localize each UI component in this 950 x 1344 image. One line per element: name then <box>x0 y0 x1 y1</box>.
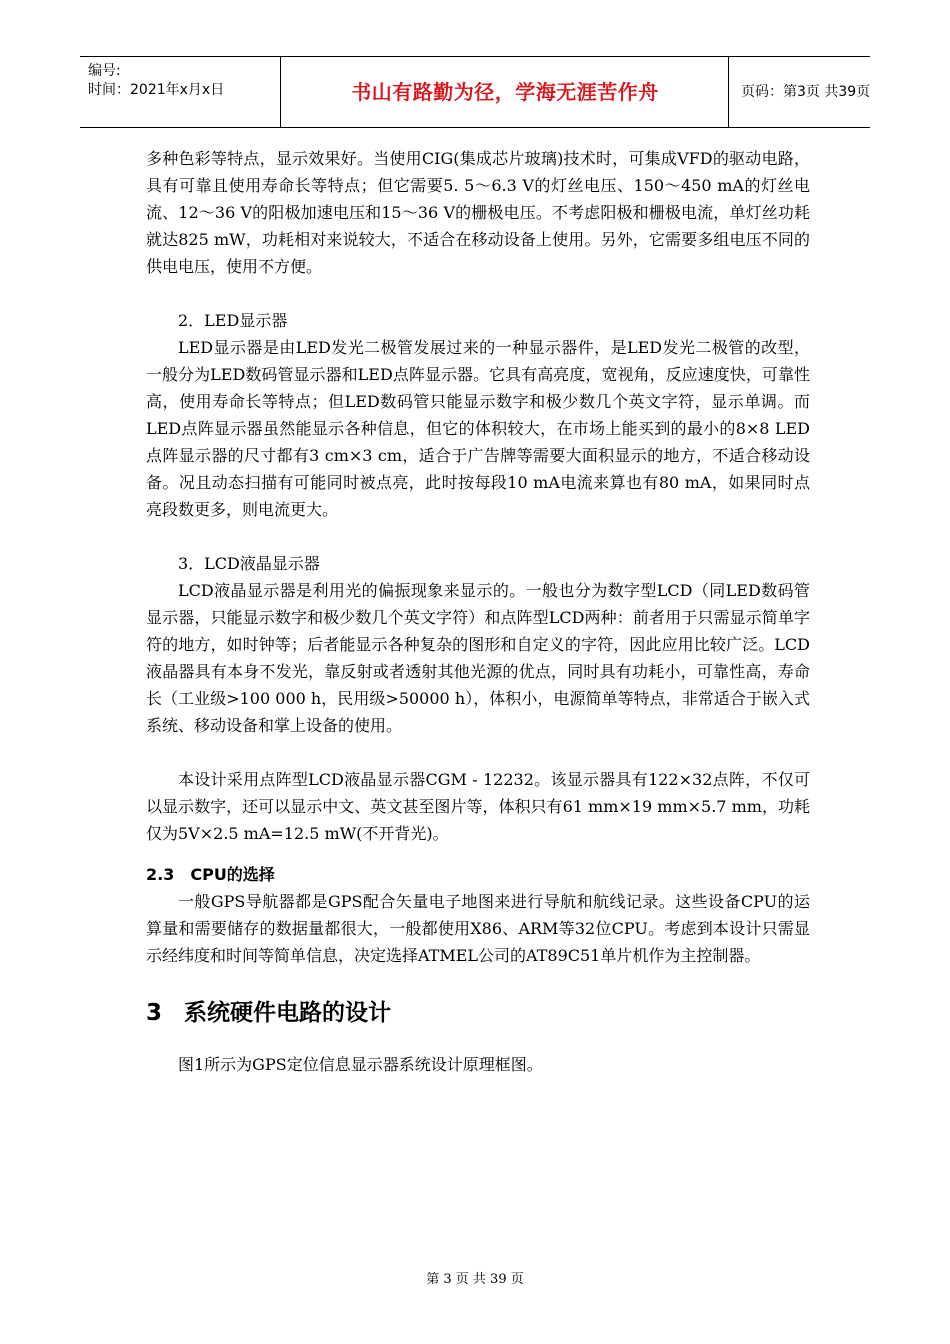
document-body <box>146 145 810 1078</box>
led-heading: 2．LED显示器 <box>178 311 288 330</box>
design-paragraph: 本设计采用点阵型LCD液晶显示器CGM - 12232。该显示器具有122×32点阵，不仅可以显示数字，还可以显示中文、英文甚至图片等，体积只有61 mm×19 mm×5.7 mm，功耗仅为5V×2.5 mA=12.5 mW(不开背光)。 <box>146 770 810 843</box>
led-paragraph: LED显示器是由LED发光二极管发展过来的一种显示器件，是LED发光二极管的改型，一般分为LED数码管显示器和LED点阵显示器。它具有高亮度，宽视角，反应速度快，可靠性高，使用寿命长等特点；但LED数码管只能显示数字和极少数几个英文字符，显示单调。而LED点阵显示器虽然能显示各种信息，但它的体积较大，在市场上能买到的最小的8×8 LED点阵显示器的尺寸都有3 cm×3 cm，适合于广告牌等需要大面积显示的地方，不适合移动设备。况且动态扫描有可能同时被点亮，此时按每段10 mA电流来算也有80 mA，如果同时点亮段数更多，则电流更大。 <box>146 338 810 519</box>
header-page-cell <box>728 57 871 127</box>
header-page-info: 页码：第3页 共39页 <box>741 84 871 100</box>
header-motto: 书山有路勤为径，学海无涯苦作舟 <box>351 80 659 104</box>
page-header <box>80 56 870 128</box>
figure-intro-paragraph: 图1所示为GPS定位信息显示器系统设计原理框图。 <box>178 1055 543 1074</box>
spacer <box>146 523 810 550</box>
header-meta-cell <box>80 57 280 127</box>
header-motto-cell <box>280 57 729 127</box>
section-3-title: 系统硬件电路的设计 <box>184 1000 391 1026</box>
section-3-number: 3 <box>146 1000 163 1026</box>
document-date: 时间：2021年x月x日 <box>88 82 225 98</box>
lcd-paragraph: LCD液晶显示器是利用光的偏振现象来显示的。一般也分为数字型LCD（同LED数码管显示器，只能显示数字和极少数几个英文字符）和点阵型LCD两种：前者用于只需显示简单字符的地方，如时钟等；后者能显示各种复杂的图形和自定义的字符，因此应用比较广泛。LCD液晶器具有本身不发光，靠反射或者透射其他光源的优点，同时具有功耗小，可靠性高，寿命长（工业级>100 000 h，民用级>50000 h），体积小，电源简单等特点，非常适合于嵌入式系统、移动设备和掌上设备的使用。 <box>146 581 810 735</box>
section-2-3-heading: 2.3 CPU的选择 <box>146 865 275 884</box>
lcd-heading: 3．LCD液晶显示器 <box>178 554 320 573</box>
cpu-paragraph: 一般GPS导航器都是GPS配合矢量电子地图来进行导航和航线记录。这些设备CPU的运算量和需要储存的数据量都很大，一般都使用X86、ARM等32位CPU。考虑到本设计只需显示经纬度和时间等简单信息，决定选择ATMEL公司的AT89C51单片机作为主控制器。 <box>146 892 810 965</box>
document-code-label: 编号: <box>88 63 121 79</box>
intro-paragraph: 多种色彩等特点，显示效果好。当使用CIG(集成芯片玻璃)技术时，可集成VFD的驱动电路，具有可靠且使用寿命长等特点；但它需要5. 5～6.3 V的灯丝电压、150～450 mA的灯丝电流、12～36 V的阳极加速电压和15～36 V的栅极电压。不考虑阳极和栅极电流，单灯丝功耗就达825 mW，功耗相对来说较大，不适合在移动设备上使用。另外，它需要多组电压不同的供电电压，使用不方便。 <box>146 149 810 276</box>
spacer <box>146 280 810 307</box>
section-3-heading <box>146 993 810 1033</box>
spacer <box>146 739 810 766</box>
page-footer: 第 3 页 共 39 页 <box>426 1272 524 1287</box>
